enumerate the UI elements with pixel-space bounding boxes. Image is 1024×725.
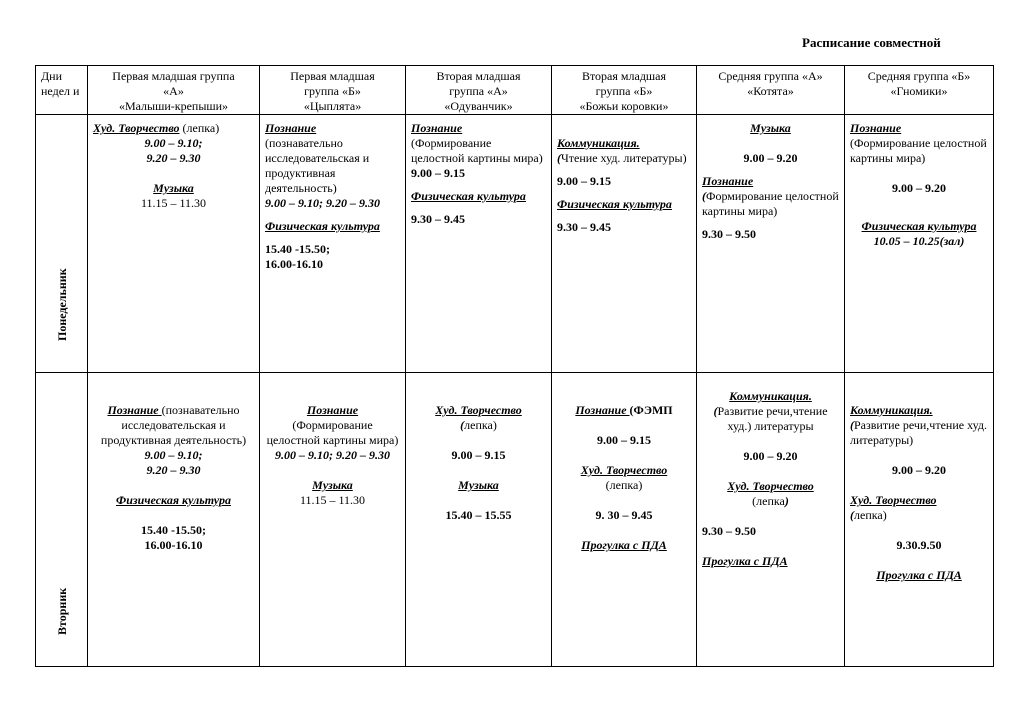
group-header-1: Первая младшая группа «А» «Малыши-крепыши» — [88, 66, 260, 115]
tuesday-row — [36, 373, 994, 667]
group-header-4: Вторая младшая группа «Б» «Божьи коровки» — [552, 66, 697, 115]
header-row — [36, 66, 994, 115]
day-cell-monday — [36, 115, 88, 373]
days-header: Дни недел и — [36, 66, 88, 115]
day-label-tuesday: Вторник — [54, 587, 69, 635]
monday-group-5: Музыка 9.00 – 9.20 Познание (Формирование целостной картины мира) 9.30 – 9.50 — [697, 115, 845, 373]
schedule-table — [35, 65, 994, 667]
day-cell-tuesday — [36, 373, 88, 667]
group-header-6: Средняя группа «Б» «Гномики» — [845, 66, 994, 115]
tuesday-group-5: Коммуникация. (Развитие речи,чтение худ.) литературы 9.00 – 9.20 Худ. Творчество (лепка) 9.30 – 9.50 Прогулка с ПДА — [697, 373, 845, 667]
page-title: Расписание совместной — [802, 35, 941, 50]
group-header-2: Первая младшая группа «Б» «Цыплята» — [260, 66, 406, 115]
monday-group-4: Коммуникация. (Чтение худ. литературы) 9.00 – 9.15 Физическая культура 9.30 – 9.45 — [552, 115, 697, 373]
monday-group-2: Познание (познавательно исследовательская и продуктивная деятельность) 9.00 – 9.10; 9.20 – 9.30 Физическая культура 15.40 -15.50; 16.00-16.10 — [260, 115, 406, 373]
tuesday-group-1: Познание (познавательно исследовательская и продуктивная деятельность) 9.00 – 9.10; 9.20 – 9.30 Физическая культура 15.40 -15.50; 16.00-16.10 — [88, 373, 260, 667]
monday-group-1: Худ. Творчество (лепка) 9.00 – 9.10; 9.20 – 9.30 Музыка 11.15 – 11.30 — [88, 115, 260, 373]
monday-group-3: Познание (Формирование целостной картины мира) 9.00 – 9.15 Физическая культура 9.30 – 9.45 — [406, 115, 552, 373]
tuesday-group-6: Коммуникация. (Развитие речи,чтение худ. литературы) 9.00 – 9.20 Худ. Творчество (лепка) 9.30.9.50 Прогулка с ПДА — [845, 373, 994, 667]
tuesday-group-2: Познание (Формирование целостной картины мира) 9.00 – 9.10; 9.20 – 9.30 Музыка 11.15 – 11.30 — [260, 373, 406, 667]
group-header-5: Средняя группа «А» «Котята» — [697, 66, 845, 115]
monday-row — [36, 115, 994, 373]
monday-group-6: Познание (Формирование целостной картины мира) 9.00 – 9.20 Физическая культура 10.05 – 10.25(зал) — [845, 115, 994, 373]
group-header-3: Вторая младшая группа «А» «Одуванчик» — [406, 66, 552, 115]
day-label-monday: Понедельник — [54, 268, 69, 341]
tuesday-group-4: Познание (ФЭМП 9.00 – 9.15 Худ. Творчество (лепка) 9. 30 – 9.45 Прогулка с ПДА — [552, 373, 697, 667]
tuesday-group-3: Худ. Творчество (лепка) 9.00 – 9.15 Музыка 15.40 – 15.55 — [406, 373, 552, 667]
